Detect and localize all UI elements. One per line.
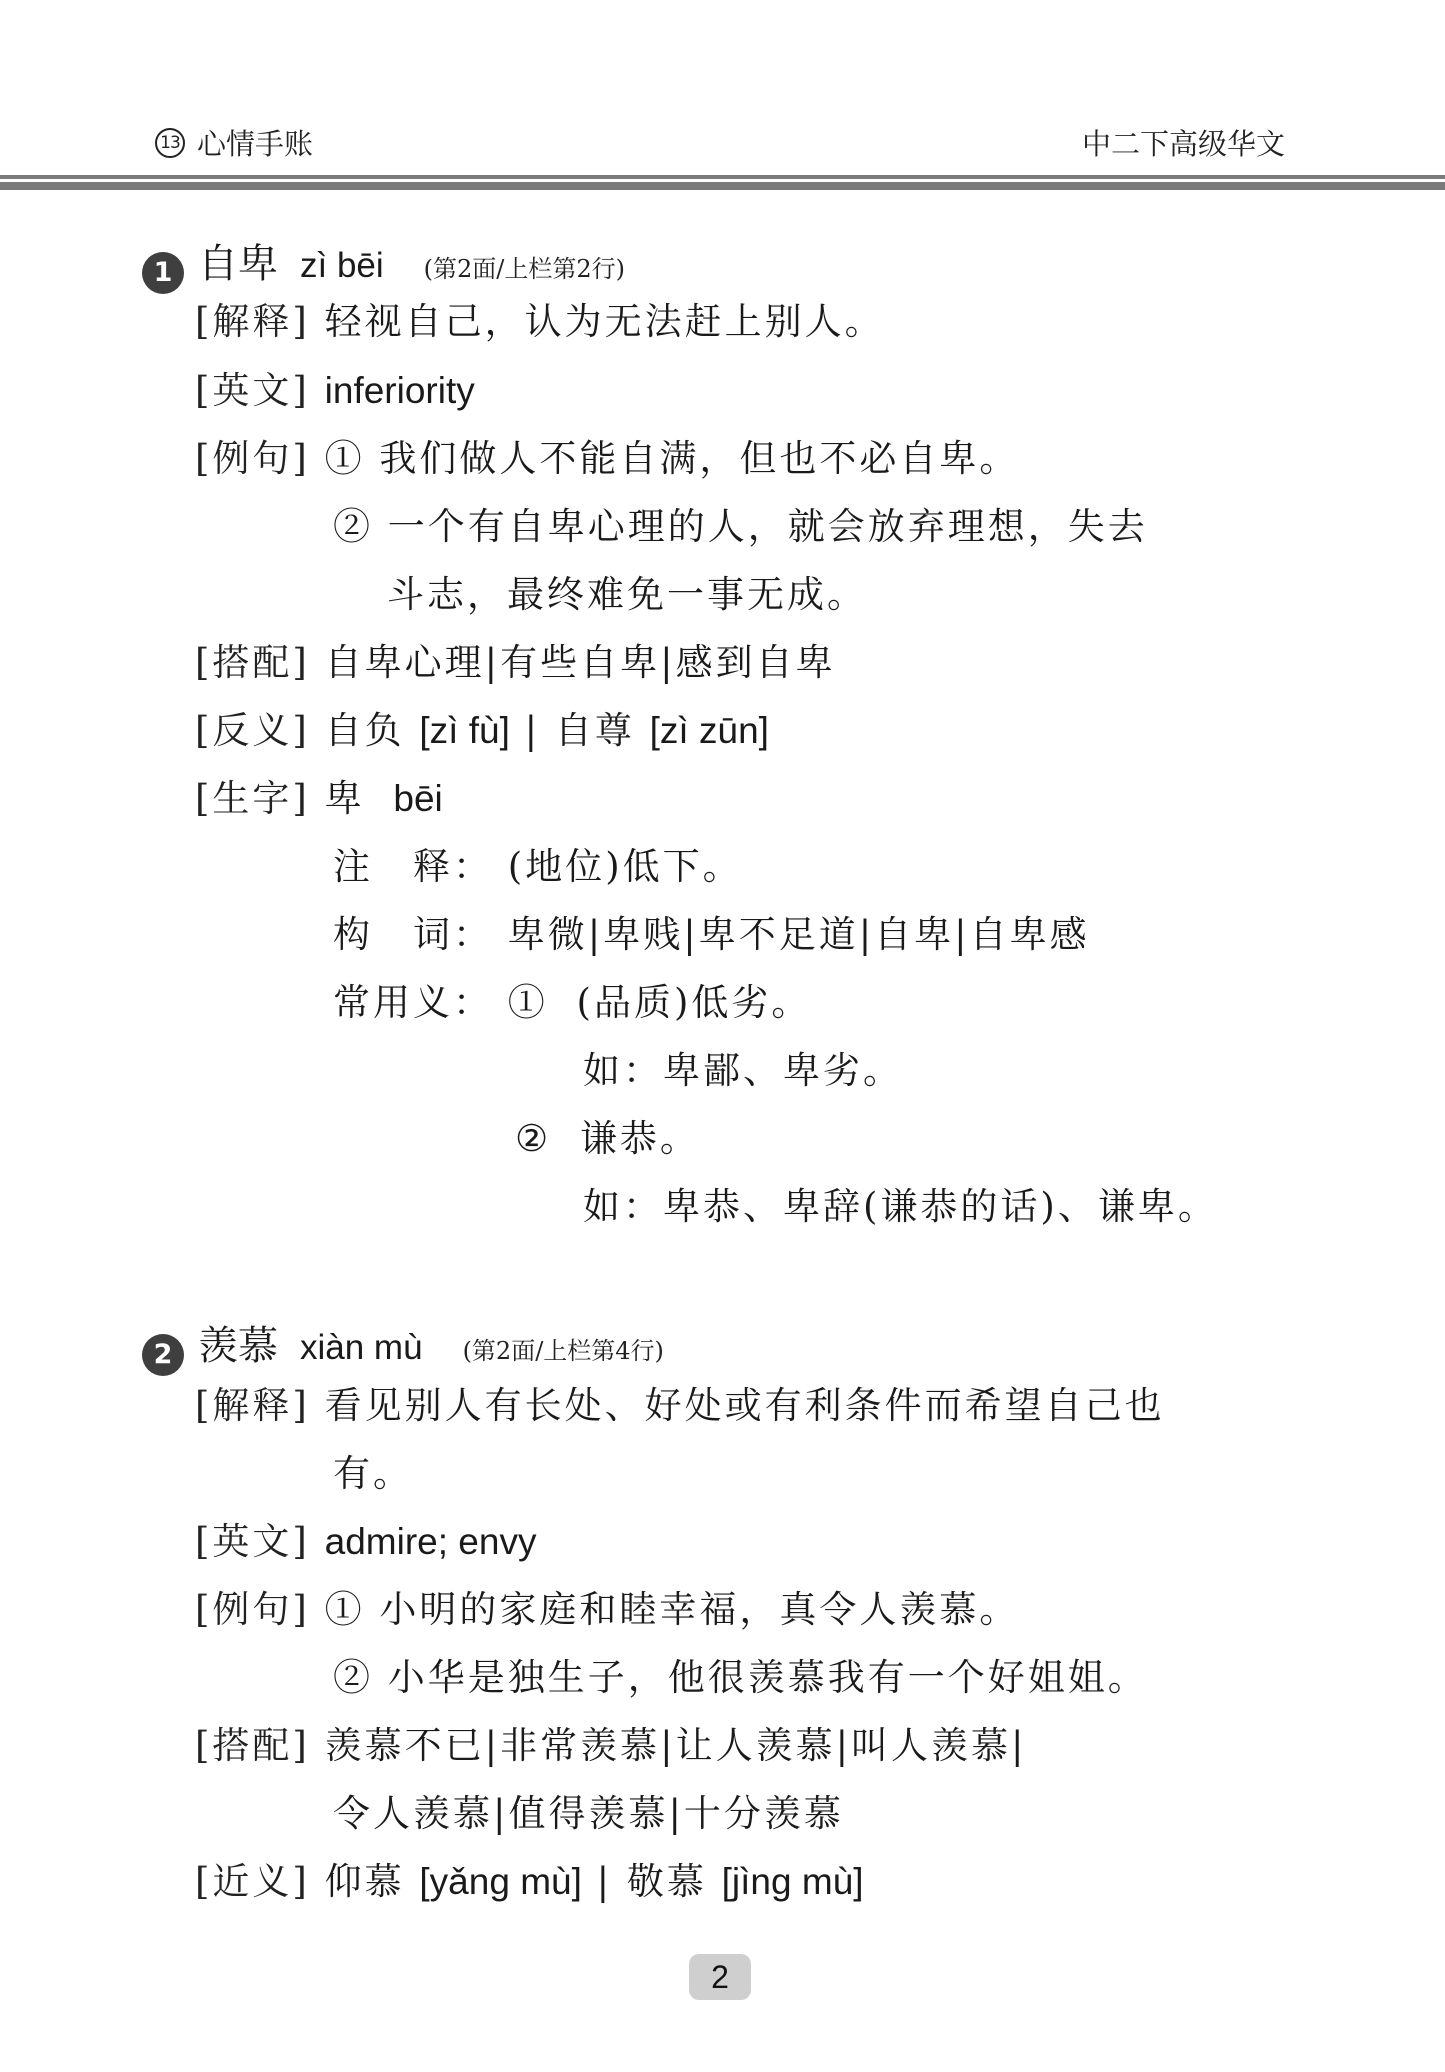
antonym-pinyin: [zì zūn] xyxy=(649,710,769,751)
meaning-text: (品质)低劣。 xyxy=(576,981,812,1024)
synonym-pinyin: [yǎng mù] xyxy=(419,1861,582,1902)
english-row xyxy=(195,1520,537,1563)
example-marker: ② xyxy=(333,505,373,548)
example-row-1 xyxy=(195,1588,1020,1631)
examples-label: [例句] xyxy=(195,1588,310,1631)
annotation-text: (地位)低下。 xyxy=(507,845,743,888)
entry-pinyin: zì bēi xyxy=(300,246,384,285)
entry-number-badge: 1 xyxy=(142,252,184,294)
book-title: 中二下高级华文 xyxy=(1081,127,1285,161)
example-text: 我们做人不能自满，但也不必自卑。 xyxy=(379,437,1020,480)
common-meaning-row-2 xyxy=(515,1117,700,1160)
new-char-pinyin: bēi xyxy=(393,778,443,819)
new-char-row xyxy=(195,777,443,820)
entry-reference: (第2面/上栏第2行) xyxy=(423,255,626,283)
example-row-1 xyxy=(195,437,1020,480)
collocations-label: [搭配] xyxy=(195,641,310,684)
example-text: 一个有自卑心理的人，就会放弃理想，失去 xyxy=(387,505,1148,548)
compounds-label: 构 词： xyxy=(333,913,493,956)
collocations-row xyxy=(195,1724,1027,1767)
common-meanings-label: 常用义： xyxy=(333,981,493,1024)
meaning-marker: ② xyxy=(515,1117,552,1160)
separator: | xyxy=(596,1860,613,1903)
example-text: 小明的家庭和睦幸福，真令人羡慕。 xyxy=(379,1588,1020,1631)
annotation-row xyxy=(333,845,743,888)
examples-label: [例句] xyxy=(195,437,310,480)
unit-title: 心情手账 xyxy=(197,127,314,161)
example-text: 小华是独生子，他很羡慕我有一个好姐姐。 xyxy=(387,1656,1148,1699)
example-row-2-cont xyxy=(387,573,867,616)
meaning-text: 谦恭。 xyxy=(579,1117,700,1160)
english-row xyxy=(195,369,475,412)
entry-heading xyxy=(142,232,625,290)
definition-text-cont: 有。 xyxy=(333,1452,413,1495)
synonyms-row xyxy=(195,1860,864,1903)
definition-text: 轻视自己，认为无法赶上别人。 xyxy=(324,300,885,343)
english-text: admire; envy xyxy=(324,1521,537,1562)
common-meaning-row-1 xyxy=(333,981,812,1024)
entry-number-badge: 2 xyxy=(142,1334,184,1376)
definition-label: [解释] xyxy=(195,300,310,343)
definition-row-cont xyxy=(333,1452,413,1495)
annotation-label: 注 释： xyxy=(333,845,493,888)
collocations-text: 羡慕不已|非常羡慕|让人羡慕|叫人羡慕| xyxy=(324,1724,1027,1767)
synonym-pinyin: [jìng mù] xyxy=(721,1861,864,1902)
common-meaning-example-1 xyxy=(583,1049,903,1092)
collocations-text: 自卑心理|有些自卑|感到自卑 xyxy=(324,641,836,684)
collocations-text-cont: 令人羡慕|值得羡慕|十分羡慕 xyxy=(333,1792,844,1835)
example-marker: ① xyxy=(324,1588,365,1631)
example-text-cont: 斗志，最终难免一事无成。 xyxy=(387,573,867,616)
example-marker: ① xyxy=(324,437,365,480)
new-char: 卑 xyxy=(324,777,365,820)
example-marker: ② xyxy=(333,1656,373,1699)
compounds-row xyxy=(333,913,1090,956)
meaning-example: 如：卑鄙、卑劣。 xyxy=(583,1049,903,1092)
definition-row xyxy=(195,300,885,343)
example-row-2 xyxy=(333,1656,1148,1699)
entry-pinyin: xiàn mù xyxy=(300,1328,423,1367)
entry-heading xyxy=(142,1314,664,1372)
antonym-pinyin: [zì fù] xyxy=(419,710,510,751)
synonyms-label: [近义] xyxy=(195,1860,310,1903)
definition-label: [解释] xyxy=(195,1384,310,1427)
separator: | xyxy=(524,709,541,752)
example-row-2 xyxy=(333,505,1148,548)
entry-word: 羡慕 xyxy=(198,1323,278,1369)
meaning-example: 如：卑恭、卑辞(谦恭的话)、谦卑。 xyxy=(583,1185,1218,1228)
header-divider-thick xyxy=(0,182,1445,190)
english-label: [英文] xyxy=(195,369,310,412)
definition-text: 看见别人有长处、好处或有利条件而希望自己也 xyxy=(324,1384,1165,1427)
english-text: inferiority xyxy=(324,370,475,411)
synonym-word: 仰慕 xyxy=(324,1860,405,1903)
header-divider-thin xyxy=(0,175,1445,179)
antonyms-row xyxy=(195,709,769,752)
collocations-label: [搭配] xyxy=(195,1724,310,1767)
entry-word: 自卑 xyxy=(198,241,278,287)
meaning-marker: ① xyxy=(507,981,548,1024)
antonym-word: 自负 xyxy=(324,709,405,752)
antonym-word: 自尊 xyxy=(554,709,635,752)
common-meaning-example-2 xyxy=(583,1185,1218,1228)
antonyms-label: [反义] xyxy=(195,709,310,752)
new-char-label: [生字] xyxy=(195,777,310,820)
page-number: 2 xyxy=(689,1954,751,2000)
unit-number-badge: 13 xyxy=(155,128,185,158)
unit-heading xyxy=(155,122,313,163)
compounds-text: 卑微|卑贱|卑不足道|自卑|自卑感 xyxy=(507,913,1090,956)
synonym-word: 敬慕 xyxy=(626,1860,707,1903)
entry-reference: (第2面/上栏第4行) xyxy=(462,1337,664,1365)
collocations-row-cont xyxy=(333,1792,844,1835)
page-header xyxy=(0,0,1445,200)
collocations-row xyxy=(195,641,836,684)
definition-row xyxy=(195,1384,1165,1427)
english-label: [英文] xyxy=(195,1520,310,1563)
